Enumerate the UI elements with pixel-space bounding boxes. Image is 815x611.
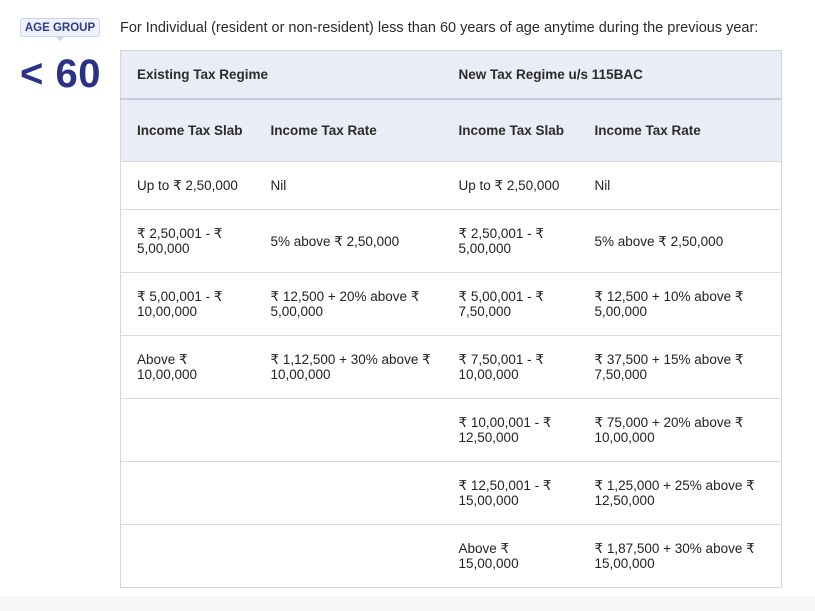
new-rate-cell: ₹ 75,000 + 20% above ₹ 10,00,000 <box>594 415 744 445</box>
page-bottom-divider <box>0 596 815 611</box>
table-row <box>121 336 782 399</box>
existing-slab-cell: Up to ₹ 2,50,000 <box>137 178 238 193</box>
regime-description: For Individual (resident or non-resident) less than 60 years of age anytime during the previous year: <box>120 20 759 36</box>
existing-slab-cell <box>121 525 255 588</box>
table-row <box>121 162 782 210</box>
existing-slab-cell: ₹ 5,00,001 - ₹ 10,00,000 <box>137 289 223 319</box>
new-slab-cell: ₹ 12,50,001 - ₹ 15,00,000 <box>458 478 552 508</box>
new-slab-cell: ₹ 10,00,001 - ₹ 12,50,000 <box>458 415 552 445</box>
new-regime-header: New Tax Regime u/s 115BAC <box>458 66 643 82</box>
existing-rate-cell: ₹ 1,12,500 + 30% above ₹ 10,00,000 <box>270 352 431 382</box>
existing-rate-cell: Nil <box>270 178 287 193</box>
existing-slab-cell <box>121 399 255 462</box>
table-row <box>121 273 782 336</box>
new-slab-cell: Above ₹ 15,00,000 <box>458 541 519 571</box>
new-rate-cell: Nil <box>594 178 611 193</box>
table-row <box>121 525 782 588</box>
existing-rate-header: Income Tax Rate <box>270 122 377 138</box>
existing-slab-cell: Above ₹ 10,00,000 <box>137 352 198 382</box>
age-group-badge: AGE GROUP <box>20 18 100 37</box>
new-rate-header: Income Tax Rate <box>594 122 701 138</box>
new-slab-cell: ₹ 5,00,001 - ₹ 7,50,000 <box>458 289 544 319</box>
existing-slab-header: Income Tax Slab <box>137 122 243 138</box>
new-rate-cell: ₹ 1,87,500 + 30% above ₹ 15,00,000 <box>594 541 755 571</box>
new-slab-cell: ₹ 2,50,001 - ₹ 5,00,000 <box>458 226 544 256</box>
existing-rate-cell <box>255 399 443 462</box>
new-slab-header: Income Tax Slab <box>458 122 565 138</box>
new-rate-cell: ₹ 12,500 + 10% above ₹ 5,00,000 <box>594 289 744 319</box>
new-rate-cell: ₹ 1,25,000 + 25% above ₹ 12,50,000 <box>594 478 755 508</box>
tax-slab-table <box>120 50 782 588</box>
regime-header-row <box>121 51 782 99</box>
badge-pointer <box>55 36 65 41</box>
existing-rate-cell: ₹ 12,500 + 20% above ₹ 5,00,000 <box>270 289 420 319</box>
table-row <box>121 399 782 462</box>
new-rate-cell: 5% above ₹ 2,50,000 <box>594 233 724 249</box>
table-row <box>121 462 782 525</box>
table-row <box>121 210 782 273</box>
existing-slab-cell: ₹ 2,50,001 - ₹ 5,00,000 <box>137 226 223 256</box>
new-slab-cell: ₹ 7,50,001 - ₹ 10,00,000 <box>458 352 544 382</box>
age-group-value: < 60 <box>20 52 101 96</box>
existing-rate-cell <box>255 525 443 588</box>
existing-rate-cell: 5% above ₹ 2,50,000 <box>270 233 400 249</box>
column-header-row <box>121 99 782 162</box>
new-rate-cell: ₹ 37,500 + 15% above ₹ 7,50,000 <box>594 352 744 382</box>
existing-rate-cell <box>255 462 443 525</box>
existing-slab-cell <box>121 462 255 525</box>
existing-regime-header: Existing Tax Regime <box>137 66 269 82</box>
new-slab-cell: Up to ₹ 2,50,000 <box>458 178 560 193</box>
